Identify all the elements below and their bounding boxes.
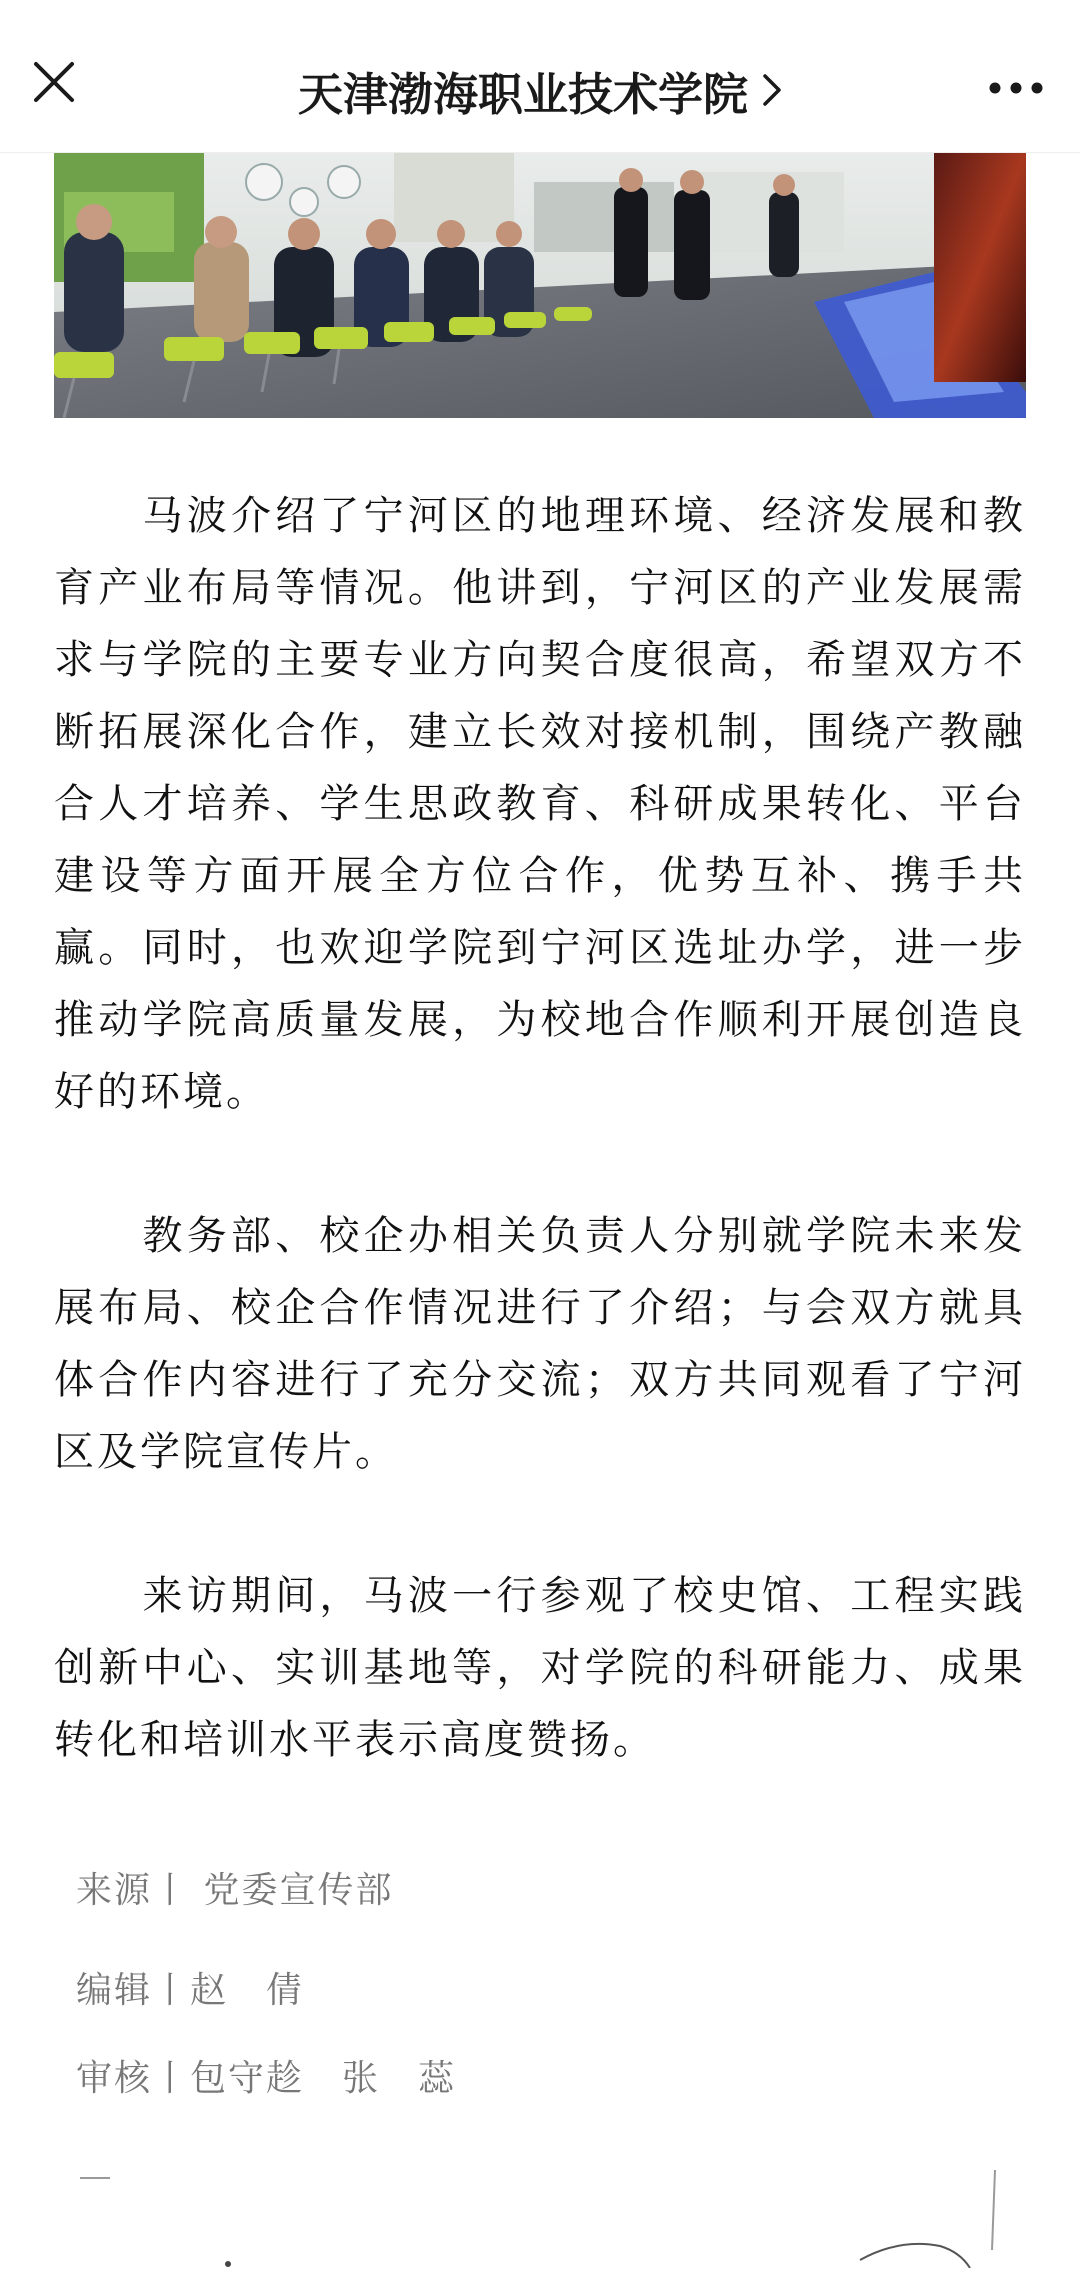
more-button[interactable] (976, 52, 1056, 124)
article-photo (54, 152, 1026, 418)
credit-reviewer: 审核丨包守趁 张 蕊 (76, 2058, 457, 2099)
article-paragraph: 马波介绍了宁河区的地理环境、经济发展和教育产业布局等情况。他讲到，宁河区的产业发展需求与学院的主要专业方向契合度很高，希望双方不断拓展深化合作，建立长效对接机制，围绕产教融合人才培养、学生思政教育、科研成果转化、平台建设等方面开展全方位合作，优势互补、携手共赢。同时，也欢迎学院到宁河区选址办学，进一步推动学院高质量发展，为校地合作顺利开展创造良好的环境。 (54, 493, 1026, 1115)
chevron-right-icon (762, 73, 782, 107)
exhibition-hall-photo (54, 152, 1026, 418)
account-title-link[interactable] (100, 52, 980, 128)
article-body (54, 480, 1026, 1776)
credit-editor: 编辑丨赵 倩 (76, 1970, 305, 2011)
nav-bar (0, 0, 1080, 153)
footer-illustration (0, 2160, 1080, 2268)
more-horizontal-icon (988, 81, 1044, 95)
credit-source: 来源丨 党委宣传部 (76, 1870, 394, 1911)
close-button[interactable] (18, 46, 90, 118)
page-title: 天津渤海职业技术学院 (297, 67, 748, 121)
article-paragraph: 教务部、校企办相关负责人分别就学院未来发展布局、校企合作情况进行了介绍；与会双方就具体合作内容进行了充分交流；双方共同观看了宁河区及学院宣传片。 (54, 1213, 1026, 1475)
article-paragraph: 来访期间，马波一行参观了校史馆、工程实践创新中心、实训基地等，对学院的科研能力、成果转化和培训水平表示高度赞扬。 (54, 1573, 1026, 1763)
close-icon (32, 60, 76, 104)
